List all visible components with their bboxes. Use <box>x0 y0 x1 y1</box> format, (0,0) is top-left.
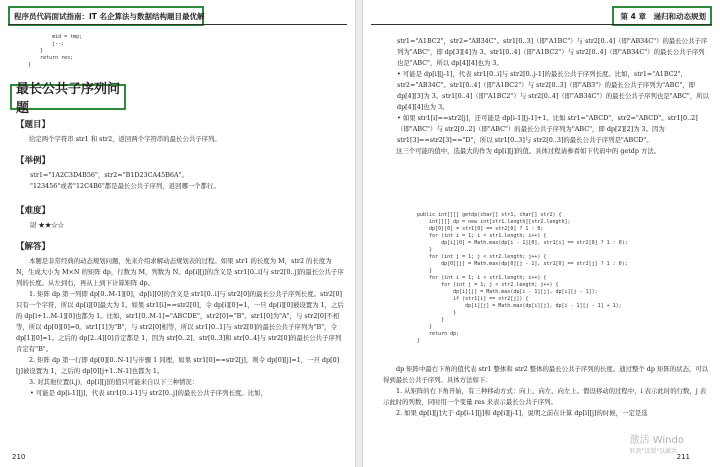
difficulty-rating: 尉 ★★☆☆ <box>30 221 64 229</box>
right-page <box>362 0 720 467</box>
page-number: 211 <box>676 453 690 461</box>
paragraph: 2. 如果 dp[i][j]大于 dp[i-1][j]和 dp[i][j-1]，说明之前在计算 dp[i][j]的时候，一定是选 <box>396 409 648 417</box>
paragraph: dp 矩阵中最右下角的值代表 str1 整体和 str2 整体的最长公共子序列的长度。通过整个 dp 矩阵的状态，可以得到最长公共子序列。具体方法如下： <box>383 365 709 384</box>
left-page <box>0 0 356 467</box>
answer-body <box>16 256 345 399</box>
example-text: str1="1A2C3D4B56"，str2="B1D23CA45B6A"。 "123456"或者"12C4B6"都是最长公共子序列，返回哪一个都行。 <box>30 171 220 190</box>
header-rule <box>8 24 347 25</box>
header-rule <box>371 24 712 25</box>
paragraph: 1. 从矩阵的右下角开始，有三种移动方式：向上、向左、向左上。假设移动的过程中，i 表示此时的行数，j 表示此时的列数，同时用一个变量 res 来表示最长公共子序列。 <box>383 387 707 406</box>
answer-heading: 【解答】 <box>16 242 51 252</box>
windows-activation-watermark: 激活 Windo 转到"设置"以激活 <box>629 435 684 455</box>
problem-text: 给定两个字符串 str1 和 str2，返回两个字符串的最长公共子序列。 <box>29 135 221 143</box>
left-running-header: 程序员代码面试指南：IT 名企算法与数据结构题目最优解 <box>8 6 204 26</box>
example-heading: 【举例】 <box>16 156 51 166</box>
paragraph: • 如果 str1[i]==str2[j]，还可能是 dp[i-1][j-1]+1。比如 str1="ABCD"，str2="ABCD"。str1[0..2]（即"ABC"）与 str2[0..2]（即"ABC"）的最长公共子序列为"ABC"，即 dp[2][2]为 3。因为 str1[3]==str2[3]=="D"，所以 str1[0..3]与 str2[0..3]的最长公共子序列是"ABCD"。 <box>383 113 710 146</box>
problem-heading: 【题目】 <box>16 120 51 130</box>
right-body-top <box>383 36 710 157</box>
paragraph: 本题是非常经典的动态规划问题，先来介绍求解动态规划表的过程。如果 str1 的长度为 M，str2 的长度为 N，生成大小为 M×N 的矩阵 dp，行数为 M，列数为 N。dp[i][j]的含义是 str1[0..i]与 str2[0..j]的最长公共子序列的长度。从左到右，再从上到下计算矩阵 dp。 <box>16 257 344 287</box>
section-title: 最长公共子序列问题 <box>10 84 126 110</box>
difficulty-heading: 【难度】 <box>16 206 51 216</box>
paragraph: 1. 矩阵 dp 第一列即 dp[0..M-1][0]，dp[i][0]的含义是 str1[0..i]与 str2[0]的最长公共子序列长度。str2[0]只有一个字符，所以 dp[i][0]最大为 1。如果 str1[i]==str2[0]，令 dp[i][0]=1，一旦 dp[i][0]被设置为 1，之后的 dp[i+1..M-1][0]也都为 1。比如，str1[0..M-1]="ABCDE"，str2[0]="B"。str1[0]为"A"，与 str2[0]不相等，所以 dp[0][0]=0。str1[1]为"B"，与 str2[0]相等，所以 str1[0..1]与 str2[0]的最长公共子序列为"B"，令 dp[1][0]=1。之后的 dp[2..4][0]肯定都是 1，因为 str[0..2]、str[0..3]和 str[0..4]与 str2[0]的最长公共子序列肯定有"B"。 <box>16 290 344 353</box>
paragraph: • 可能是 dp[i-1][j]，代表 str1[0..i-1]与 str2[0..j]的最长公共子序列长度。比如， <box>16 388 345 399</box>
paragraph: 这三个可能的值中，选最大的作为 dp[i][j]的值。具体过程请参看如下代码中的 getdp 方法。 <box>396 147 661 155</box>
right-body-bottom <box>383 364 710 419</box>
code-fragment: mid = tmp; j--; } return res; } <box>28 34 83 68</box>
getdp-code-listing: public int[][] getdp(char[] str1, char[] str2) { int[][] dp = new int[str1.length][str2.length]; dp[0][0] = str1[0] == str2[0] ? 1 : 0; for (int i = 1; i < str1.length; i++) { dp[i][0] = Math.max(dp[i - 1][0], str1[i] == str2[0] ? 1 : 0); } for (int j = 1; j < str2.length; j++) { dp[0][j] = Math.max(dp[0][j - 1], str1[0] == str2[j] ? 1 : 0); } for (int i = 1; i < str1.length; i++) { for (int j = 1; j < str2.length; j++) { dp[i][j] = Math.max(dp[i - 1][j], dp[i][j - 1]); if (str1[i] == str2[j]) { dp[i][j] = Math.max(dp[i][j], dp[i - 1][j - 1] + 1); } } } return dp; } <box>417 212 628 344</box>
right-running-header: 第 4 章 递归和动态规划 <box>612 6 712 26</box>
paragraph: 3. 对其他位置(i,j)，dp[i][j]的值只可能来自以下三种情况： <box>29 378 199 386</box>
paragraph: • 可能是 dp[i][j-1]，代表 str1[0..i]与 str2[0..j-1]的最长公共子序列长度。比如，str1="A1BC2"，str2="AB34C"。str1[0..4]（即"A1BC2"）与 str2[0..3]（即"AB3"）的最长公共子序列为"ABC"，即 dp[4][3]为 3。str1[0..4]（即"A1BC2"）与 str2[0..4]（即"AB34C"）的最长公共子序列也是"ABC"，所以 dp[4][4]也为 3。 <box>383 69 710 113</box>
paragraph: str1="A1BC2"，str2="AB34C"。str1[0..3]（即"A1BC"）与 str2[0..4]（即"AB34C"）的最长公共子序列为"ABC"，即 dp[3][4]为 3。str1[0..4]（即"A1BC2"）与 str2[0..4]（即"AB34C"）的最长公共子序列也是"ABC"，所以 dp[4][4]也为 3。 <box>397 37 708 67</box>
paragraph: 2. 矩阵 dp 第一行即 dp[0][0..N-1]与步骤 1 同理，如果 str1[0]==str2[j]，则令 dp[0][j]=1，一旦 dp[0][j]被设置为 1，之后的 dp[0][j+1..N-1]也都为 1。 <box>16 356 340 375</box>
page-number: 210 <box>12 453 26 461</box>
